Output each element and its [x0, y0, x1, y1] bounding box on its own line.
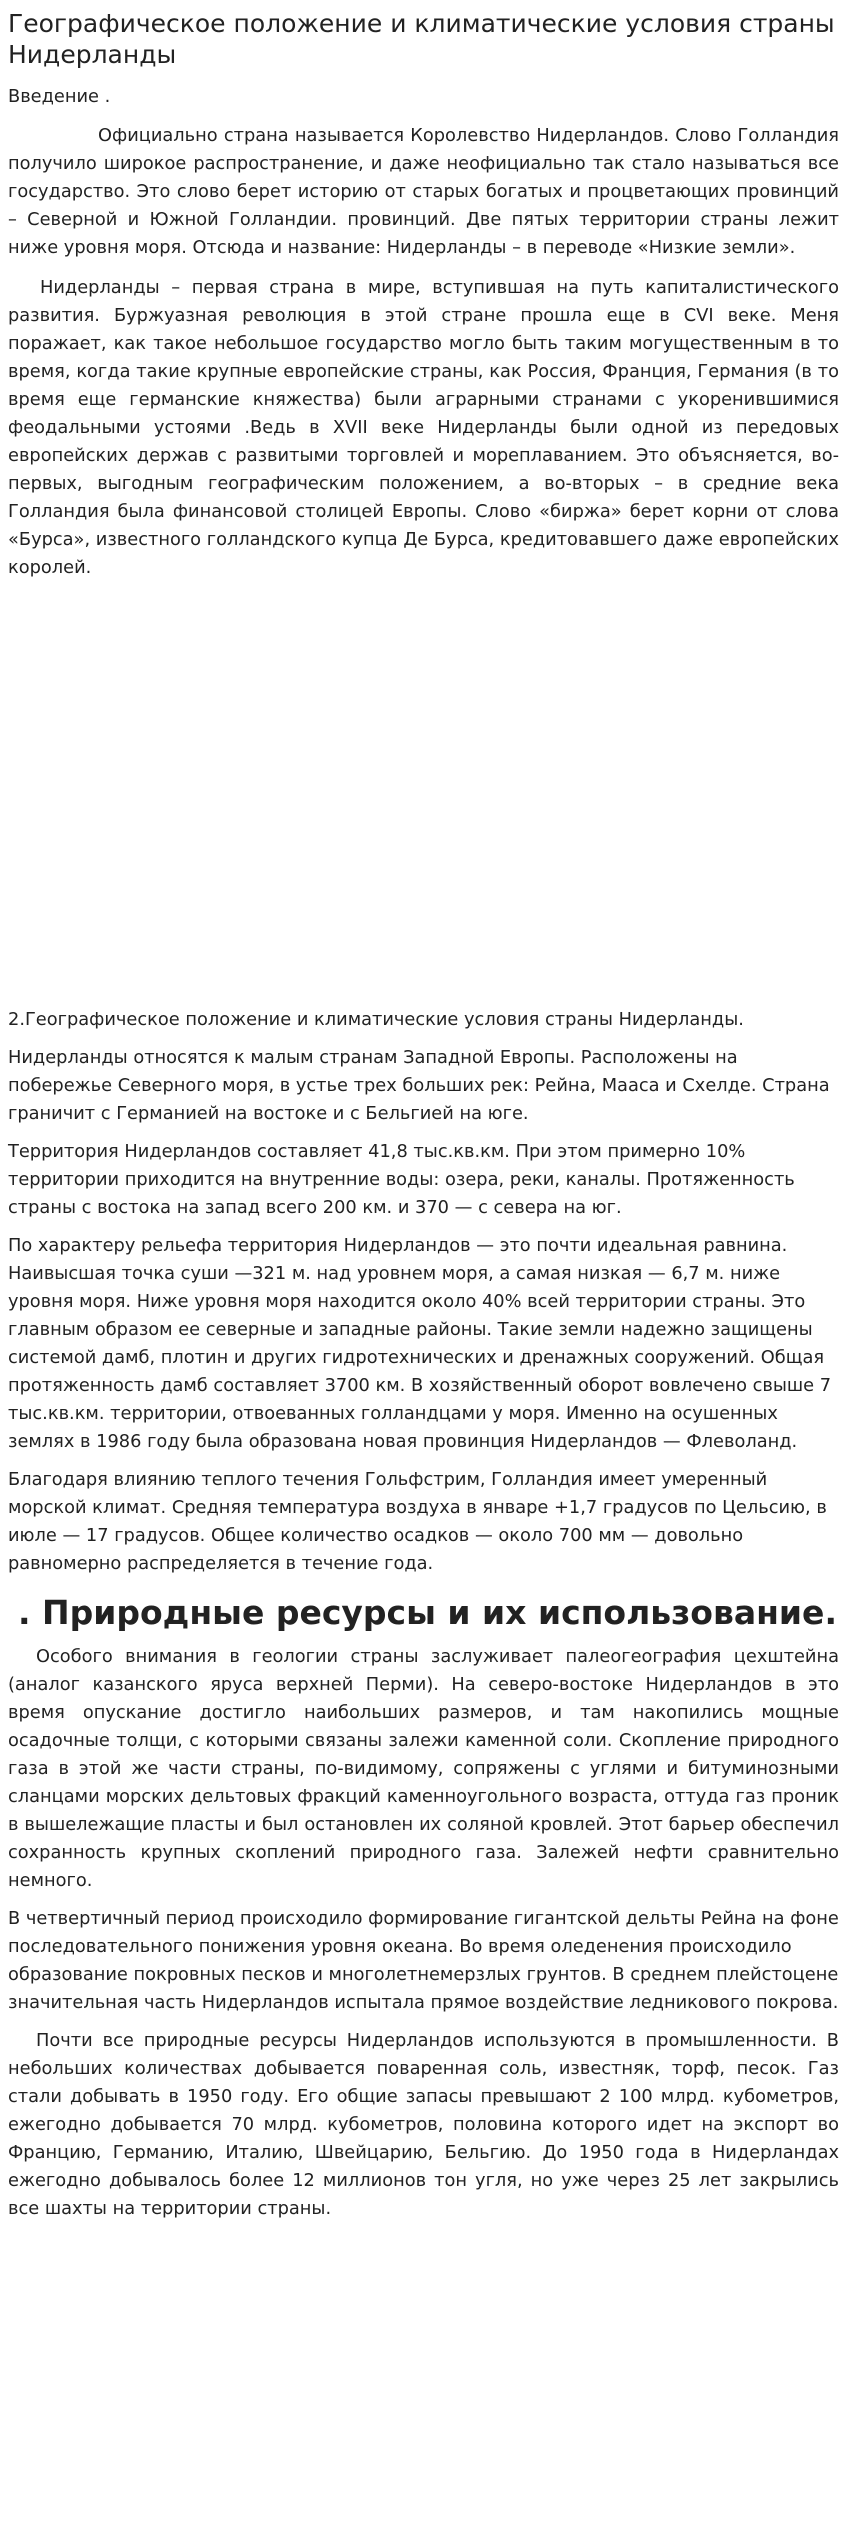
intro-paragraph-history: Нидерланды – первая страна в мире, вступившая на путь капиталистического развития. Буржуазная революция в этой стране прошла еще в CVI веке. Меня поражает, как такое небольшое государство могло быть таким могущественным в то время, когда такие крупные европейские страны, как Россия, Франция, Германия (в то время еще германские княжества) были аграрными странами с укоренившимися феодальными устоями .Ведь в XVII веке Нидерланды были одной из передовых европейских держав с развитыми торговлей и мореплаванием. Это объясняется, во-первых, выгодным географическим положением, а во-вторых – в средние века Голландия была финансовой столицей Европы. Слово «биржа» берет корни от слова «Бурса», известного голландского купца Де Бурса, кредитовавшего даже европейских королей. [8, 277, 839, 578]
section3-paragraph-quaternary: В четвертичный период происходило формирование гигантской дельты Рейна на фоне последовательного понижения уровня океана. Во время оледенения происходило образование покровных песков и многолетнемерзлых грунтов. В среднем плейстоцене значительная часть Нидерландов испытала прямое воздействие ледникового покрова. [8, 1908, 839, 2013]
section3-paragraph-geology: Особого внимания в геологии страны заслуживает палеогеография цехштейна (аналог казанского яруса верхней Перми). На северо-востоке Нидерландов в это время опускание достигло наибольших размеров, и там накопились мощные осадочные толщи, с которыми связаны залежи каменной соли. Скопление природного газа в этой же части страны, по-видимому, сопряжены с углями и битуминозными сланцами морских дельтовых фракций каменноугольного возраста, оттуда газ проник в вышележащие пласты и был остановлен их соляной кровлей. Этот барьер обеспечил сохранность крупных скоплений природного газа. Залежей нефти сравнительно немного. [8, 1646, 839, 1891]
section3-heading: . Природные ресурсы и их использование. [18, 1593, 837, 1632]
section3-paragraph-resources: Почти все природные ресурсы Нидерландов используются в промышленности. В небольших количествах добывается поваренная соль, известняк, торф, песок. Газ стали добывать в 1950 году. Его общие запасы превышают 2 100 млрд. кубометров, ежегодно добывается 70 млрд. кубометров, половина которого идет на экспорт во Францию, Германию, Италию, Швейцарию, Бельгию. До 1950 года в Нидерландах ежегодно добывалось более 12 миллионов тон угля, но уже через 25 лет закрылись все шахты на территории страны. [8, 2030, 839, 2219]
section2-heading: 2.Географическое положение и климатические условия страны Нидерланды. [8, 1009, 744, 1030]
intro-label: Введение . [8, 86, 111, 107]
document-title: Географическое положение и климатические условия страны Нидерланды [8, 9, 835, 69]
section2-paragraph-relief: По характеру рельефа территория Нидерландов — это почти идеальная равнина. Наивысшая точка суши —321 м. над уровнем моря, а самая низкая — 6,7 м. ниже уровня моря. Ниже уровня моря находится около 40% всей территории страны. Это главным образом ее северные и западные районы. Такие земли надежно защищены системой дамб, плотин и других гидротехнических и дренажных сооружений. Общая протяженность дамб составляет 3700 км. В хозяйственный оборот вовлечено свыше 7 тыс.кв.км. территории, отвоеванных голландцами у моря. Именно на осушенных землях в 1986 году была образована новая провинция Нидерландов — Флеволанд. [8, 1235, 832, 1452]
intro-paragraph-official-name: Официально страна называется Королевство Нидерландов. Слово Голландия получило широкое распространение, и даже неофициально так стало называться все государство. Это слово берет историю от старых богатых и процветающих провинций – Северной и Южной Голландии. провинций. Две пятых территории страны лежит ниже уровня моря. Отсюда и название: Нидерланды – в переводе «Низкие земли». [8, 125, 839, 258]
section2-paragraph-location: Нидерланды относятся к малым странам Западной Европы. Расположены на побережье Северного моря, в устье трех больших рек: Рейна, Мааса и Схелде. Страна граничит с Германией на востоке и с Бельгией на юге. [8, 1047, 830, 1124]
blank-space [8, 582, 839, 1006]
section2-paragraph-climate: Благодаря влиянию теплого течения Гольфстрим, Голландия имеет умеренный морской климат. Средняя температура воздуха в январе +1,7 градусов по Цельсию, в июле — 17 градусов. Общее количество осадков — около 700 мм — довольно равномерно распределяется в течение года. [8, 1469, 827, 1574]
section2-paragraph-territory: Территория Нидерландов составляет 41,8 тыс.кв.км. При этом примерно 10% территории приходится на внутренние воды: озера, реки, каналы. Протяженность страны с востока на запад всего 200 км. и 370 — с севера на юг. [8, 1141, 795, 1218]
document-page [0, 8, 847, 2223]
